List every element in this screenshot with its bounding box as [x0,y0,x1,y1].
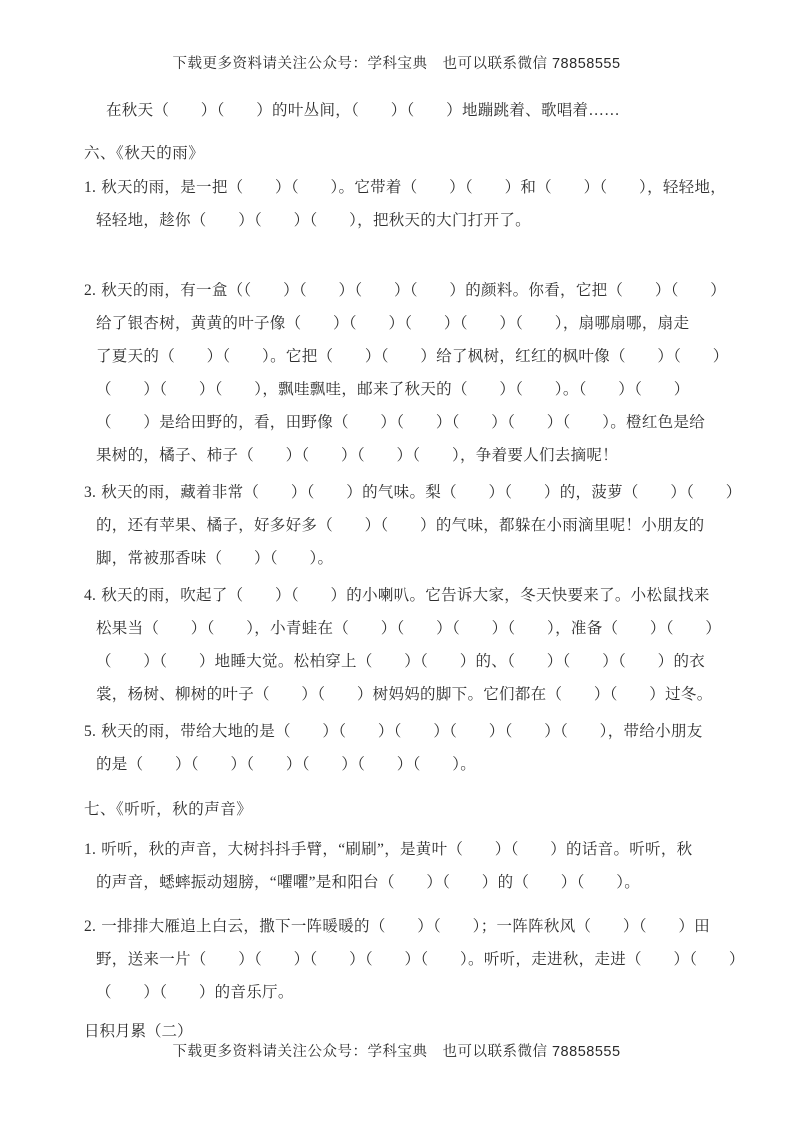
item-line: 裳，杨树、柳树的叶子（ ）（ ）树妈妈的脚下。它们都在（ ）（ ）过冬。 [96,686,713,703]
item-line [84,715,724,748]
item-line: 野，送来一片（ ）（ ）（ ）（ ）（ ）。听听，走进秋，走进（ ）（ ） [96,951,745,968]
item-line [84,579,724,612]
item-line: 了夏天的（ ）（ ）。它把（ ）（ ）给了枫树，红红的枫叶像（ ）（ ） [96,348,729,365]
item-line: 果树的，橘子、柿子（ ）（ ）（ ）（ ），争着要人们去摘呢！ [96,447,619,464]
footer-note: 下载更多资料请关注公众号：学科宝典 也可以联系微信 78858555 [172,1044,621,1060]
item-number: 4. [84,587,97,604]
item-line: （ ）（ ）（ ），飘哇飘哇，邮来了秋天的（ ）（ ）。（ ）（ ） [96,381,690,398]
exercise-item-7-1 [84,833,724,899]
worksheet-content [84,94,745,1048]
header-note: 下载更多资料请关注公众号：学科宝典 也可以联系微信 78858555 [172,56,621,72]
exercise-item-6-1 [84,171,727,237]
item-number: 5. [84,723,97,740]
exercise-item-6-2 [84,274,729,472]
item-line: 的声音，蟋蟀振动翅膀，“㘗㘗”是和阳台（ ）（ ）的（ ）（ ）。 [96,874,641,891]
exercise-item-6-3 [84,476,742,575]
section-7-title: 七、《听听，秋的声音》 [84,801,253,818]
exercise-item-6-5 [84,715,724,781]
item-line: （ ）是给田野的，看，田野像（ ）（ ）（ ）（ ）（ ）。橙红色是给 [96,414,706,431]
intro-line: 在秋天（ ）（ ）的叶丛间，（ ）（ ）地蹦跳着、歌唱着…… [106,102,620,119]
item-text: 秋天的雨，带给大地的是（ ）（ ）（ ）（ ）（ ）（ ），带给小朋友 [101,723,703,740]
item-line: 的是（ ）（ ）（ ）（ ）（ ）（ ）。 [96,756,477,773]
item-text: 秋天的雨，有一盒（（ ）（ ）（ ）（ ）的颜料。你看，它把（ ）（ ） [101,282,727,299]
item-number: 2. [84,918,97,935]
exercise-item-7-2 [84,910,745,1009]
item-line [84,910,724,943]
accumulation-title: 日积月累（二） [84,1023,193,1040]
item-text: 秋天的雨，藏着非常（ ）（ ）的气味。梨（ ）（ ）的，菠萝（ ）（ ） [101,484,742,501]
item-line: 的，还有苹果、橘子，好多好多（ ）（ ）的气味，都躲在小雨滴里呢！小朋友的 [96,517,705,534]
section-6-title: 六、《秋天的雨》 [84,145,205,162]
item-line: 脚，常被那香味（ ）（ ）。 [96,550,334,567]
item-line [84,833,724,866]
item-line: 轻轻地，趁你（ ）（ ）（ ），把秋天的大门打开了。 [96,212,531,229]
item-text: 秋天的雨，吹起了（ ）（ ）的小喇叭。它告诉大家，冬天快要来了。小松鼠找来 [101,587,710,604]
item-line [84,274,727,307]
item-number: 1. [84,841,97,858]
item-text: 听听，秋的声音，大树抖抖手臂，“刷刷”，是黄叶（ ）（ ）的话音。听听，秋 [101,841,693,858]
item-line [84,171,727,204]
exercise-item-6-4 [84,579,724,711]
item-text: 一排排大雁追上白云，撒下一阵暖暖的（ ）（ ）；一阵阵秋风（ ）（ ）田 [101,918,710,935]
item-line: （ ）（ ）的音乐厅。 [96,984,294,1001]
item-line: 松果当（ ）（ ），小青蛙在（ ）（ ）（ ）（ ），准备（ ）（ ） [96,620,722,637]
item-number: 1. [84,179,97,196]
item-line: 给了银杏树，黄黄的叶子像（ ）（ ）（ ）（ ）（ ），扇哪扇哪，扇走 [96,315,690,332]
item-text: 秋天的雨，是一把（ ）（ ）。它带着（ ）（ ）和（ ）（ ），轻轻地， [101,179,727,196]
item-number: 3. [84,484,97,501]
item-line [84,476,742,509]
item-number: 2. [84,282,97,299]
item-line: （ ）（ ）地睡大觉。松柏穿上（ ）（ ）的、（ ）（ ）（ ）的衣 [96,653,706,670]
